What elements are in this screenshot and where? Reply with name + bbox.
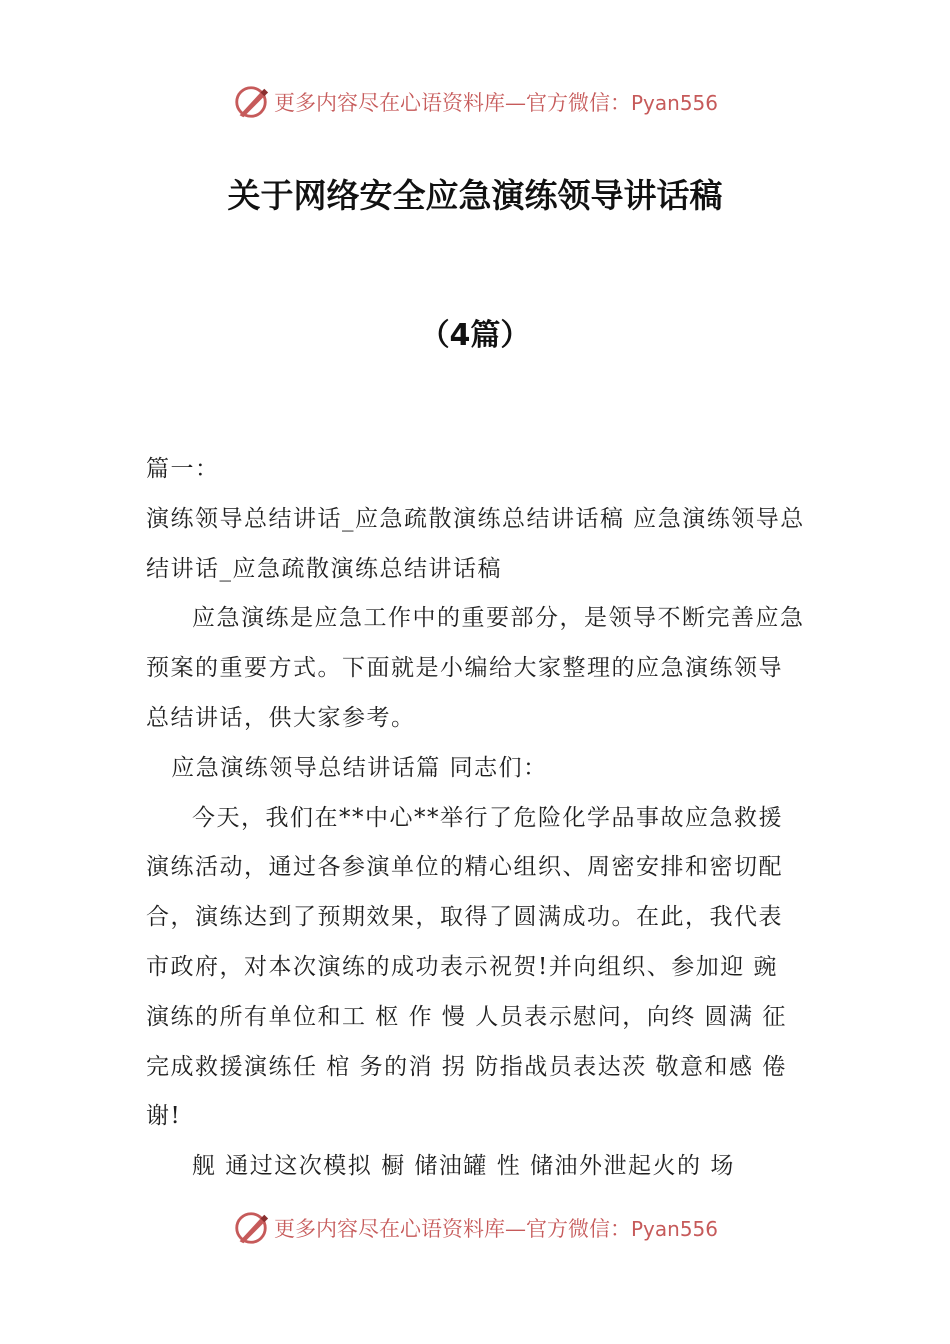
watermark-text: 更多内容尽在心语资料库—官方微信：Pyan556 xyxy=(273,1217,718,1241)
document-subtitle: （4篇） xyxy=(419,318,531,353)
pen-logo-icon xyxy=(232,83,270,121)
section-heading: 演练领导总结讲话_应急疏散演练总结讲话稿 应急演练领导总结讲话_应急疏散演练总结讲话稿 xyxy=(146,505,805,582)
body-paragraph: 舰 通过这次模拟 橱 储油罐 性 储油外泄起火的 场 xyxy=(192,1153,735,1180)
document-title: 关于网络安全应急演练领导讲话稿 xyxy=(227,176,723,215)
intro-paragraph: 应急演练是应急工作中的重要部分，是领导不断完善应急预案的重要方式。下面就是小编给大家整理的应急演练领导总结讲话，供大家参考。 xyxy=(146,605,805,731)
watermark-footer xyxy=(0,1206,950,1250)
watermark-text: 更多内容尽在心语资料库—官方微信：Pyan556 xyxy=(273,91,718,115)
pen-logo-icon xyxy=(232,1209,270,1247)
watermark-wechat-id: Pyan556 xyxy=(630,91,718,115)
document-body xyxy=(146,445,806,1192)
watermark-wechat-id: Pyan556 xyxy=(630,1217,718,1241)
watermark-header xyxy=(0,80,950,124)
section-label: 篇一： xyxy=(146,456,220,482)
speech-heading: 应急演练领导总结讲话篇 同志们： xyxy=(171,754,548,781)
body-paragraph: 今天，我们在**中心**举行了危险化学品事故应急救援演练活动，通过各参演单位的精心组织、周密安排和密切配合，演练达到了预期效果，取得了圆满成功。在此，我代表市政府，对本次演练的成功表示祝贺!并向组织、参加迎 豌 演练的所有单位和工 枢 作 慢 人员表示慰问，向终 圆满 征 完成救援演练任 棺 务的消 拐 防指战员表达茨 敬意和感 倦 谢! xyxy=(146,804,787,1130)
